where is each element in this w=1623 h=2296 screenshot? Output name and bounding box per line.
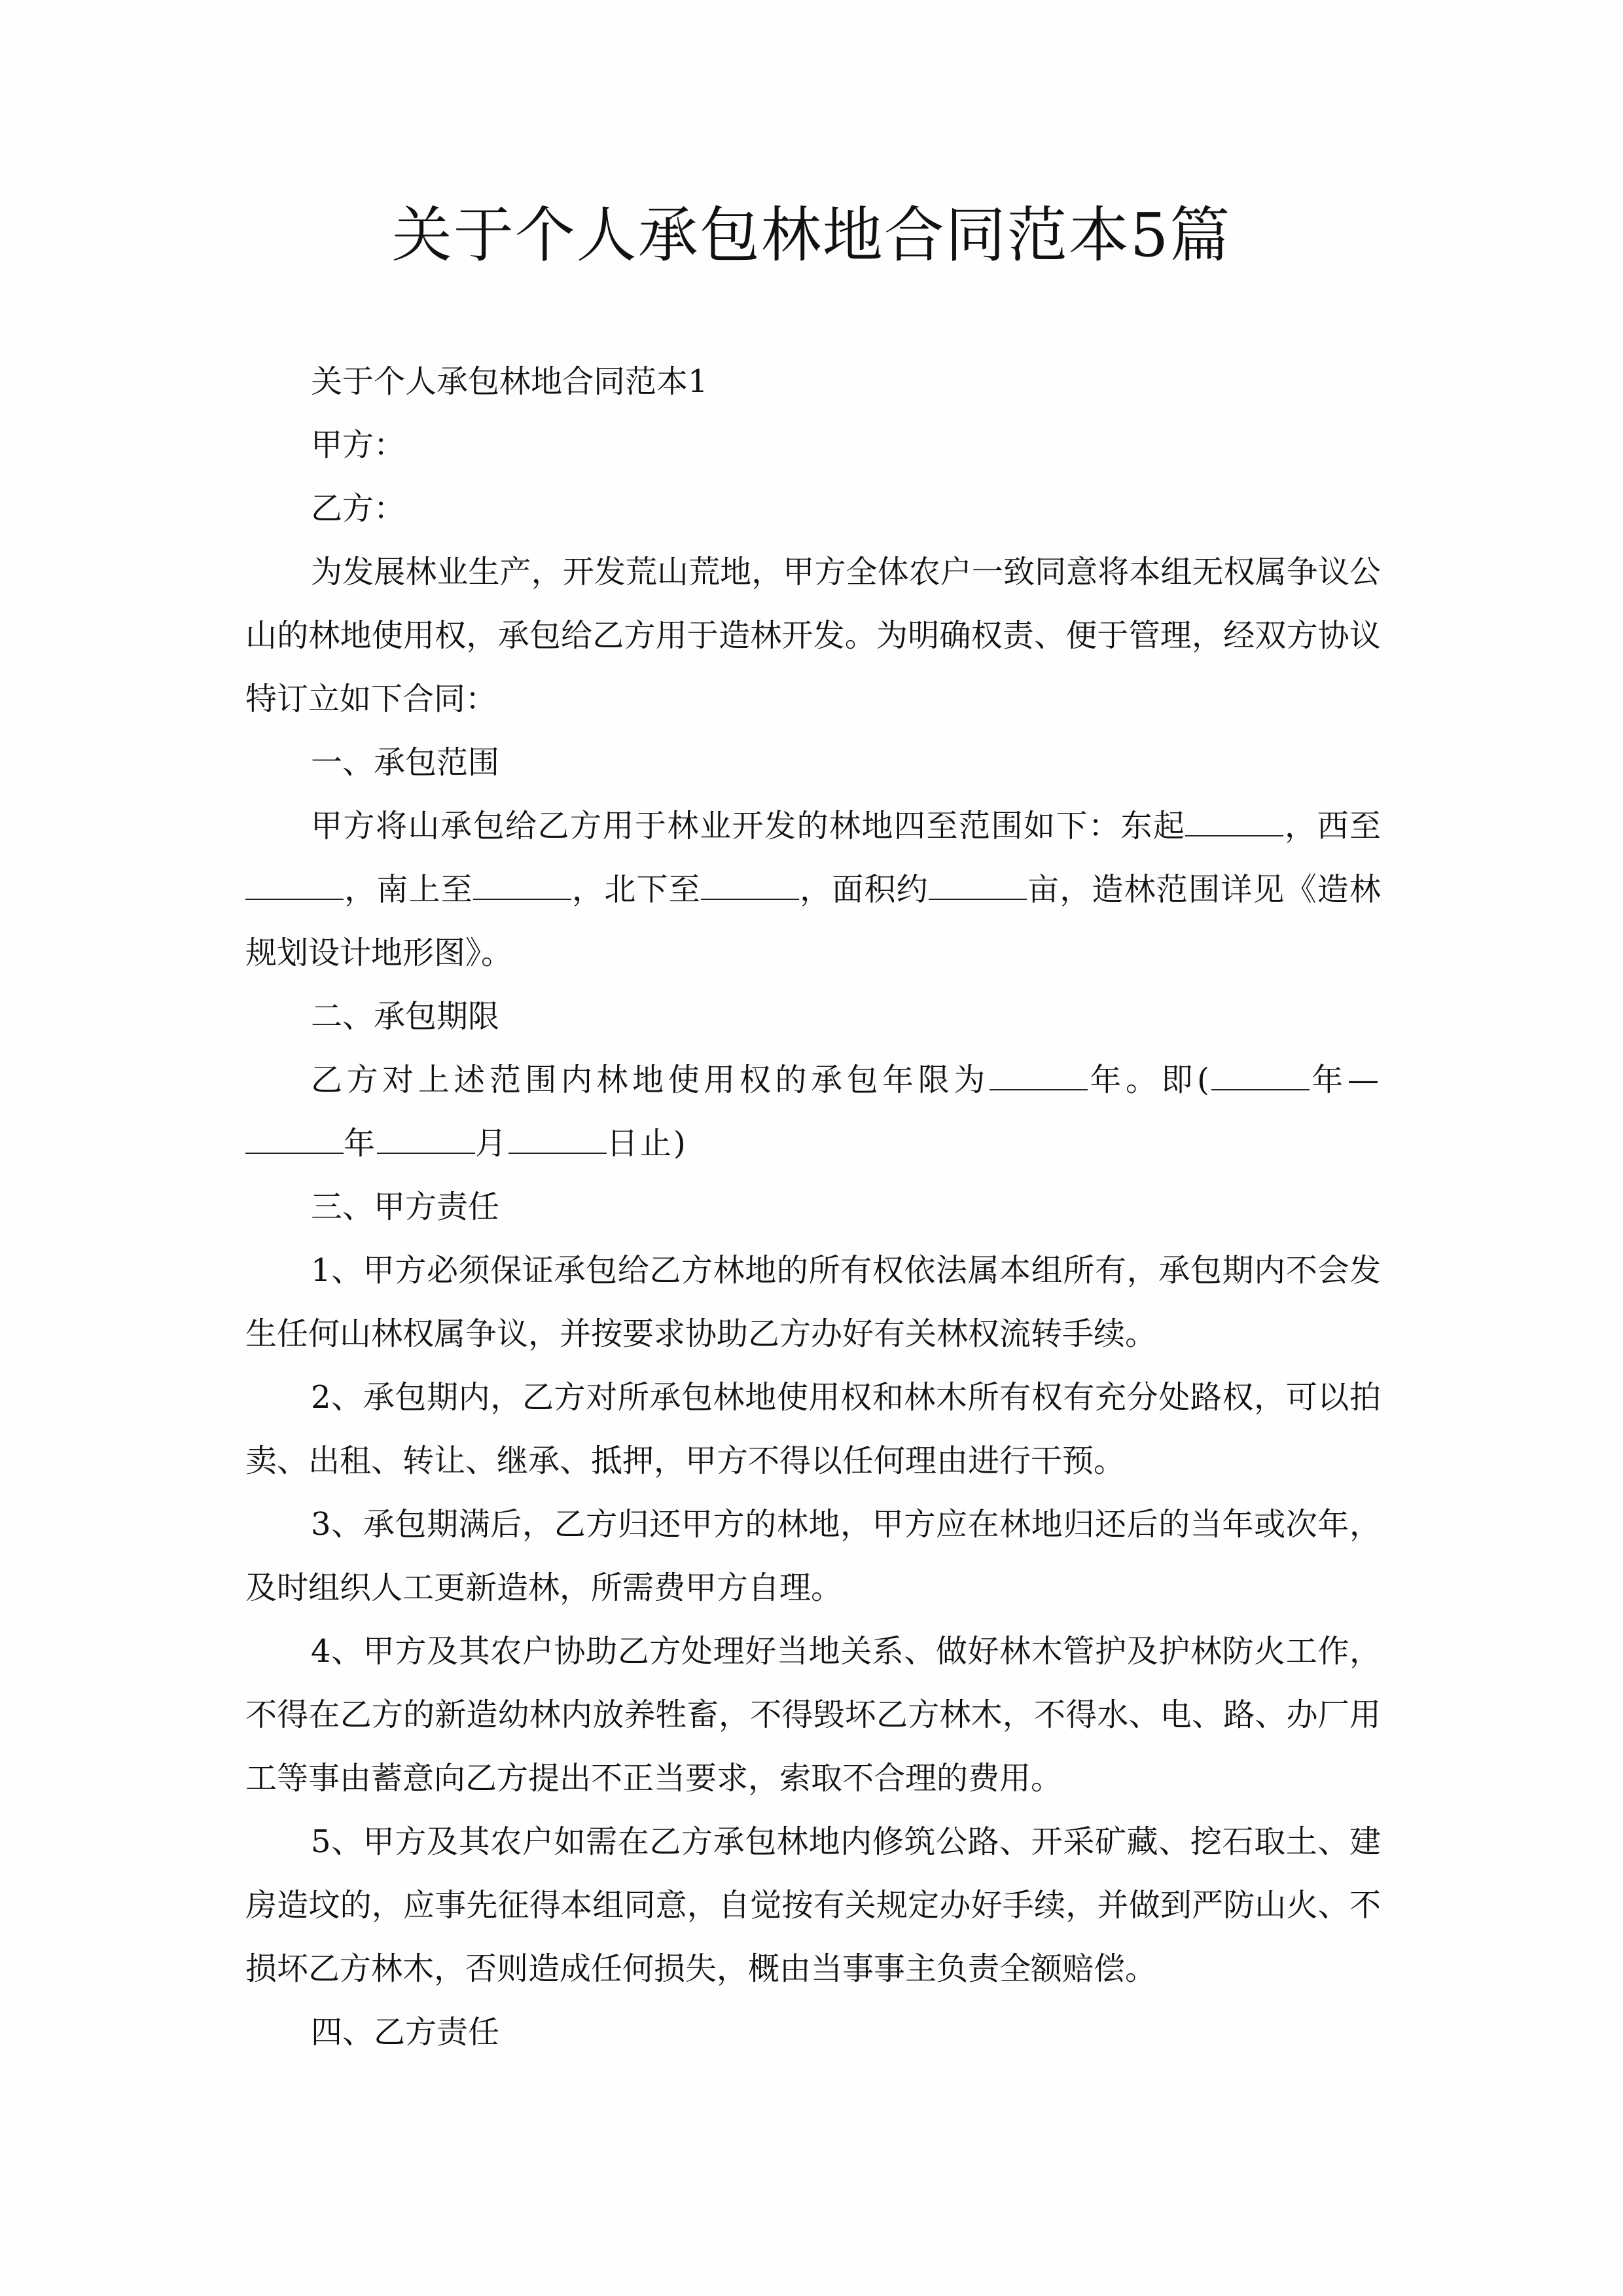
text-fragment: ，北下至 [571, 871, 701, 908]
text-fragment: 年。即( [1087, 1062, 1211, 1098]
blank-end-day[interactable] [508, 1152, 607, 1154]
section-heading-party-b-duties: 四、乙方责任 [311, 2014, 500, 2051]
clause-paragraph: 5、甲方及其农户如需在乙方承包林地内修筑公路、开采矿藏、挖石取土、建房造坟的，应事先征得本组同意，自觉按有关规定办好手续，并做到严防山火、不损坏乙方林木，否则造成任何损失，概由当事事主负责全额赔偿。 [245, 1823, 1381, 1987]
section-heading-party-a-duties: 三、甲方责任 [311, 1189, 500, 1225]
scope-paragraph [245, 795, 1381, 985]
blank-area[interactable] [929, 898, 1027, 900]
clause-paragraph: 3、承包期满后，乙方归还甲方的林地，甲方应在林地归还后的当年或次年，及时组织人工更新造林，所需费甲方自理。 [245, 1506, 1381, 1606]
text-fragment: 月 [475, 1125, 509, 1162]
document-title: 关于个人承包林地合同范本5篇 [391, 200, 1232, 270]
section-heading-term: 二、承包期限 [311, 998, 500, 1035]
section-heading-scope: 一、承包范围 [311, 744, 500, 781]
term-paragraph [245, 1049, 1381, 1175]
party-b-label: 乙方： [311, 490, 406, 527]
document-body [245, 350, 1381, 2064]
blank-east-boundary[interactable] [1185, 834, 1283, 836]
text-fragment: 亩，造林范围详见《造林规划设计地形图》。 [245, 871, 1381, 971]
contract-subtitle: 关于个人承包林地合同范本1 [311, 363, 708, 400]
text-fragment: 日止) [607, 1125, 688, 1162]
clause-paragraph: 1、甲方必须保证承包给乙方林地的所有权依法属本组所有，承包期内不会发生任何山林权属争议，并按要求协助乙方办好有关林权流转手续。 [245, 1252, 1381, 1352]
text-fragment: 年— [1309, 1062, 1381, 1098]
blank-term-years[interactable] [990, 1088, 1088, 1090]
blank-end-year[interactable] [245, 1152, 344, 1154]
preamble-paragraph: 为发展林业生产，开发荒山荒地，甲方全体农户一致同意将本组无权属争议公山的林地使用权，承包给乙方用于造林开发。为明确权责、便于管理，经双方协议特订立如下合同： [245, 554, 1381, 717]
text-fragment: 甲方将山承包给乙方用于林业开发的林地四至范围如下：东起 [311, 808, 1186, 844]
text-fragment: ，西至 [1283, 808, 1381, 844]
blank-north-boundary[interactable] [701, 898, 799, 900]
blank-west-boundary[interactable] [245, 898, 344, 900]
text-fragment: ，面积约 [798, 871, 929, 908]
clause-paragraph: 2、承包期内，乙方对所承包林地使用权和林木所有权有充分处路权，可以拍卖、出租、转让、继承、抵押，甲方不得以任何理由进行干预。 [245, 1379, 1381, 1479]
text-fragment: 乙方对上述范围内林地使用权的承包年限为 [311, 1062, 990, 1098]
party-a-label: 甲方： [311, 427, 406, 463]
text-fragment: 年 [344, 1125, 378, 1162]
clause-paragraph: 4、甲方及其农户协助乙方处理好当地关系、做好林木管护及护林防火工作，不得在乙方的新造幼林内放养牲畜，不得毁坏乙方林木，不得水、电、路、办厂用工等事由蓄意向乙方提出不正当要求，索取不合理的费用。 [245, 1633, 1381, 1797]
blank-south-boundary[interactable] [473, 898, 571, 900]
blank-start-year[interactable] [1211, 1088, 1310, 1090]
text-fragment: ，南上至 [344, 871, 473, 908]
blank-end-month[interactable] [377, 1152, 475, 1154]
